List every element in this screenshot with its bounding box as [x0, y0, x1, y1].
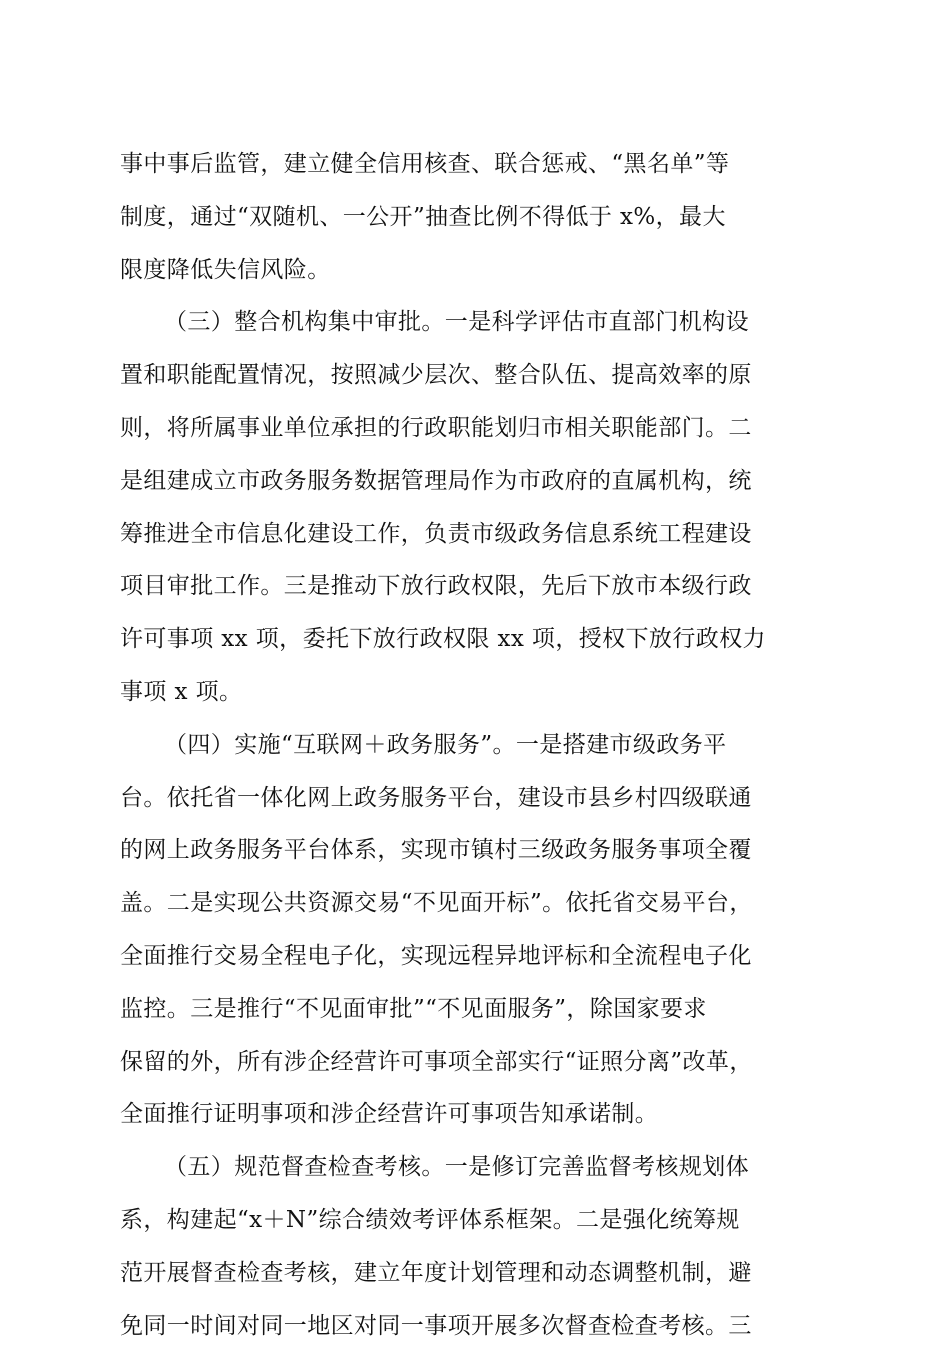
- text-line: 范开展督查检查考核，建立年度计划管理和动态调整机制，避: [120, 1259, 752, 1286]
- section-heading-line: （四）实施“互联网＋政务服务”。一是搭建市级政务平: [164, 731, 727, 758]
- text-line: 监控。三是推行“不见面审批”“不见面服务”，除国家要求: [120, 995, 707, 1022]
- text-line: 免同一时间对同一地区对同一事项开展多次督查检查考核。三: [120, 1312, 752, 1339]
- text-line: 则，将所属事业单位承担的行政职能划归市相关职能部门。二: [120, 414, 752, 441]
- section-heading-line: （五）规范督查检查考核。一是修订完善监督考核规划体: [164, 1154, 749, 1181]
- text-line: 项目审批工作。三是推动下放行政权限，先后下放市本级行政: [120, 573, 752, 600]
- text-line: 制度，通过“双随机、一公开”抽查比例不得低于 x%，最大: [120, 203, 726, 230]
- section-heading-line: （三）整合机构集中审批。一是科学评估市直部门机构设: [164, 309, 749, 336]
- text-line: 许可事项 xx 项，委托下放行政权限 xx 项，授权下放行政权力: [120, 626, 766, 653]
- text-line: 盖。二是实现公共资源交易“不见面开标”。依托省交易平台，: [120, 890, 753, 917]
- text-line: 置和职能配置情况，按照减少层次、整合队伍、提高效率的原: [120, 362, 752, 389]
- text-line: 全面推行交易全程电子化，实现远程异地评标和全流程电子化: [120, 942, 752, 969]
- text-line: 事中事后监管，建立健全信用核查、联合惩戒、“黑名单”等: [120, 151, 730, 177]
- text-line: 限度降低失信风险。: [120, 256, 331, 283]
- text-line: 全面推行证明事项和涉企经营许可事项告知承诺制。: [120, 1101, 659, 1128]
- text-line: 台。依托省一体化网上政务服务平台，建设市县乡村四级联通: [120, 784, 752, 811]
- text-line: 事项 x 项。: [120, 678, 243, 705]
- text-line: 筹推进全市信息化建设工作，负责市级政务信息系统工程建设: [120, 520, 752, 547]
- text-line: 系，构建起“x＋N”综合绩效考评体系框架。二是强化统筹规: [120, 1206, 740, 1233]
- text-line: 是组建成立市政务服务数据管理局作为市政府的直属机构，统: [120, 467, 752, 494]
- text-line: 保留的外，所有涉企经营许可事项全部实行“证照分离”改革，: [120, 1048, 753, 1075]
- text-line: 的网上政务服务平台体系，实现市镇村三级政务服务事项全覆: [120, 837, 752, 864]
- body-text: [120, 138, 832, 1352]
